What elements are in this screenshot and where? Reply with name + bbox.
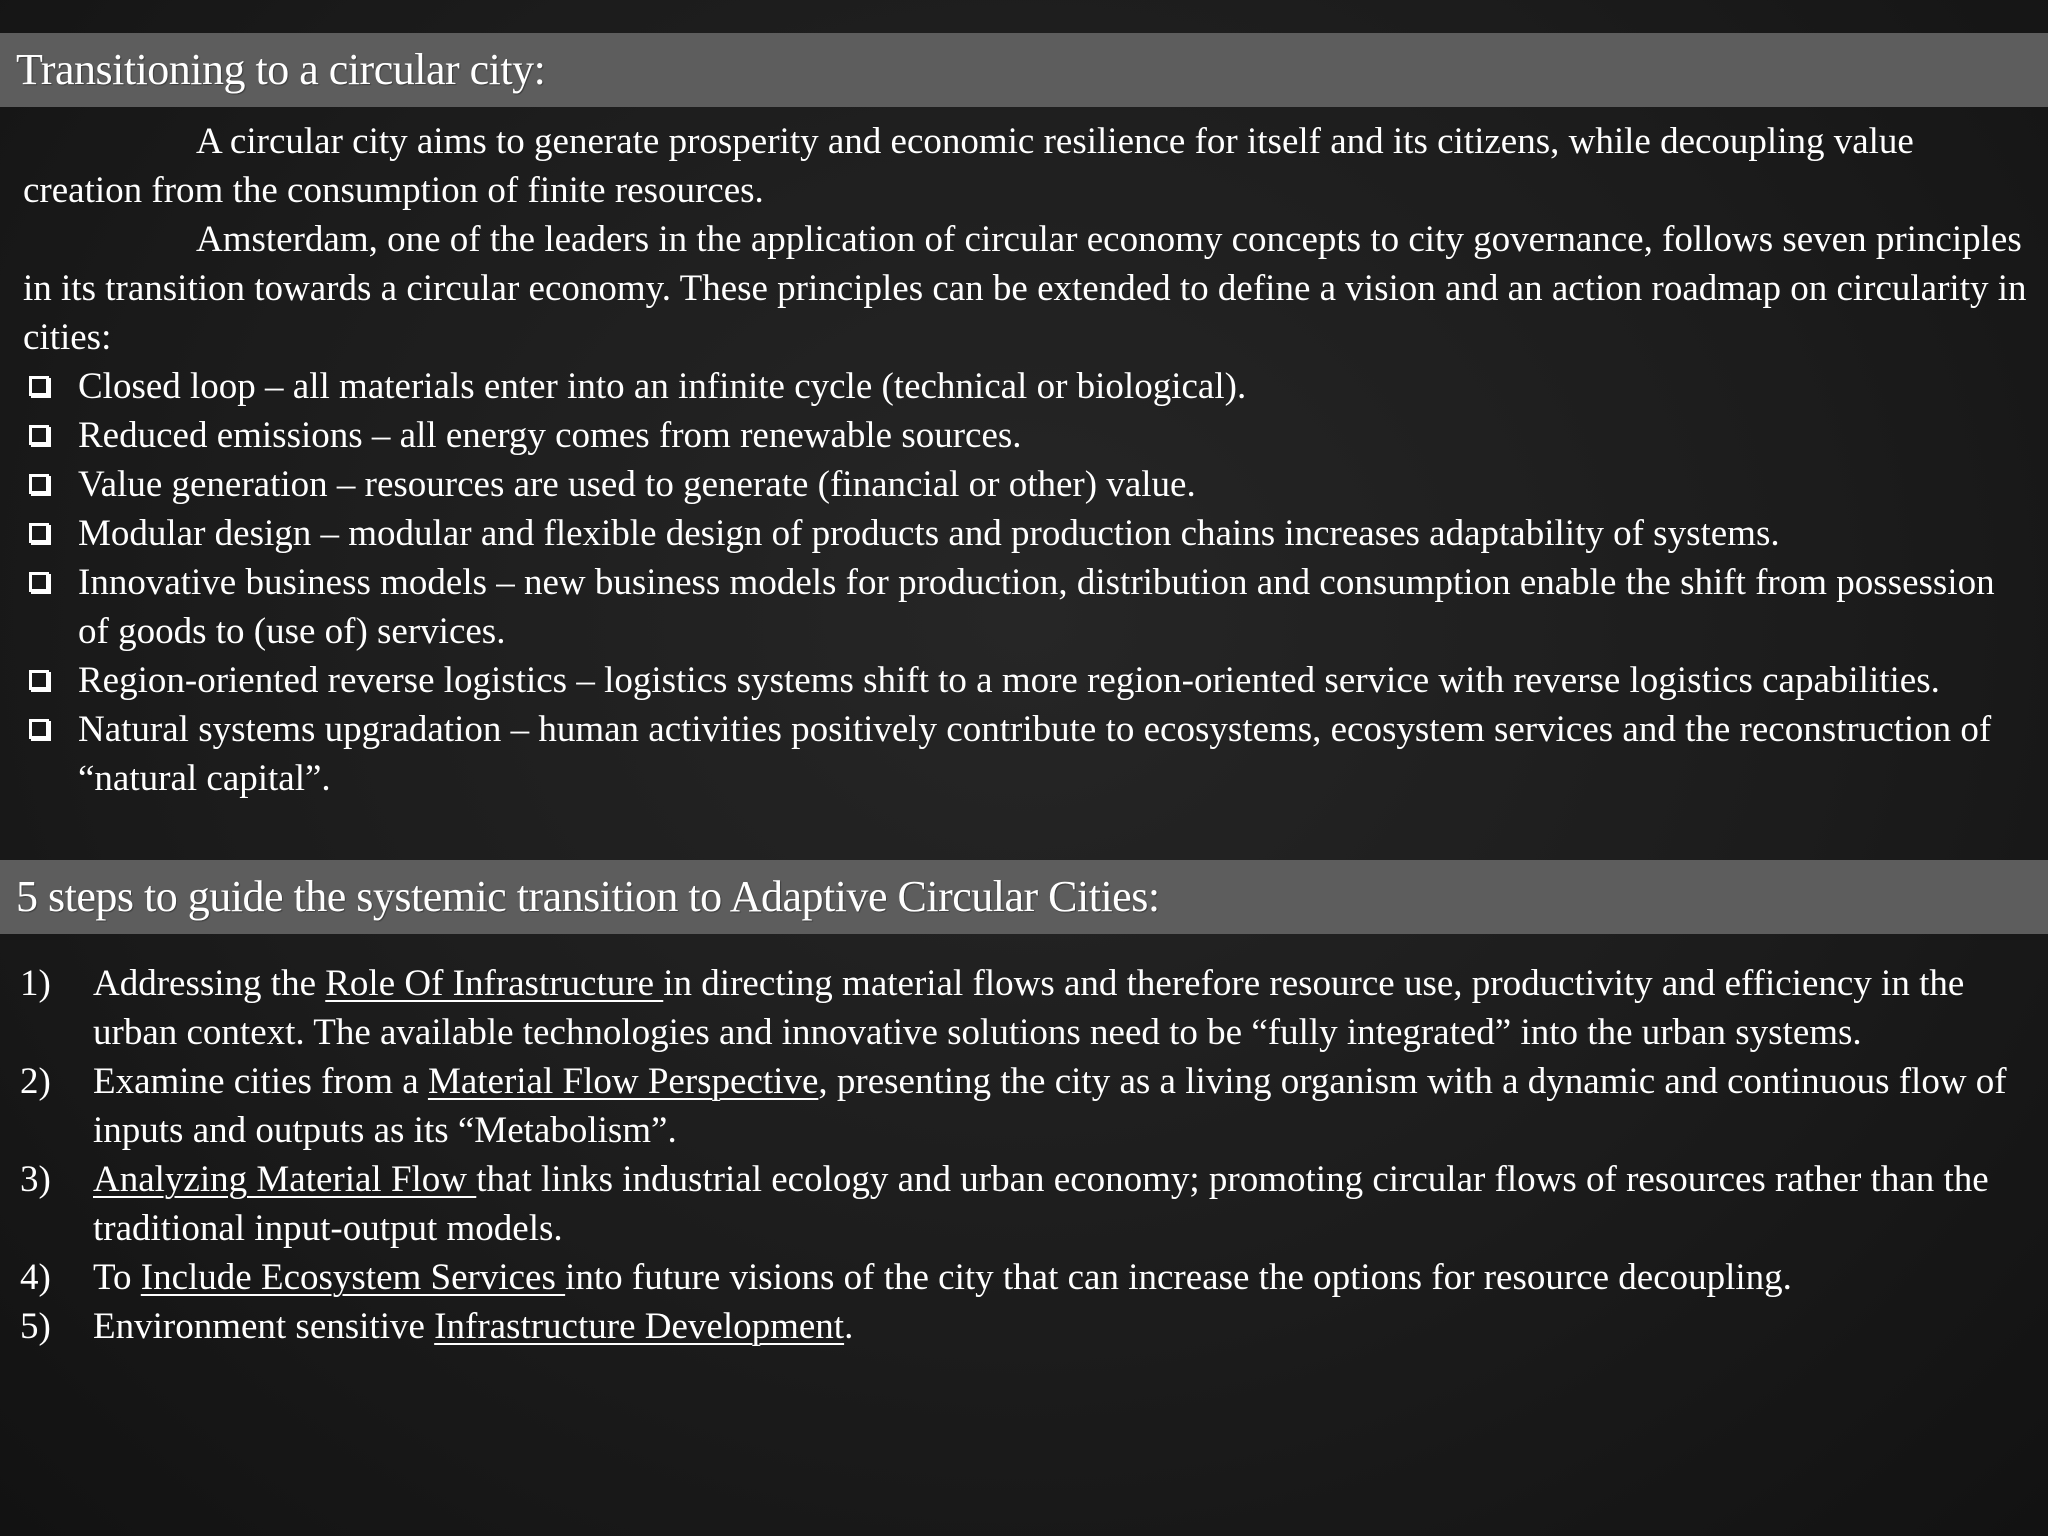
step-underlined-term: Include Ecosystem Services [140, 1257, 566, 1298]
step-text-before: Environment sensitive [93, 1306, 435, 1347]
step-number: 2) [20, 1061, 51, 1102]
section-title-circular-city: Transitioning to a circular city: [0, 33, 2048, 107]
step-item [0, 1057, 2048, 1155]
step-number: 3) [20, 1159, 51, 1200]
step-underlined-term: Role Of Infrastructure [325, 963, 664, 1004]
step-number: 1) [20, 963, 51, 1004]
paragraph-amsterdam-principles: Amsterdam, one of the leaders in the application of circular economy concepts to city governance, follows seven principles in its transition towards a circular economy. These principles can be extended to define a vision and an action roadmap on circularity in cities: [23, 219, 2027, 358]
step-number: 5) [20, 1306, 51, 1347]
checkbox-icon [29, 474, 49, 494]
checkbox-icon [29, 719, 49, 739]
step-text-after: . [844, 1306, 854, 1347]
step-text-before: To [93, 1257, 141, 1298]
step-underlined-term: Material Flow Perspective [427, 1061, 819, 1102]
step-text-before: Examine cities from a [93, 1061, 428, 1102]
checkbox-icon [29, 523, 49, 543]
section-title-five-steps: 5 steps to guide the systemic transition to Adaptive Circular Cities: [0, 860, 2048, 934]
list-item-text: Natural systems upgradation – human activities positively contribute to ecosystems, ecosystem services and the reconstruction of “natural capital”. [78, 709, 1992, 799]
step-text-after: that links industrial ecology and urban economy; promoting circular flows of resources rather than the traditional input-output models. [93, 1159, 1989, 1249]
list-item [0, 509, 2048, 558]
step-number: 4) [20, 1257, 51, 1298]
step-text-after: in directing material flows and therefore resource use, productivity and efficiency in the urban context. The available technologies and innovative solutions need to be “fully integrated” into the urban systems. [93, 963, 1965, 1053]
step-item [0, 1302, 2048, 1351]
list-item [0, 705, 2048, 803]
list-item-text: Reduced emissions – all energy comes from renewable sources. [78, 415, 1022, 456]
step-underlined-term: Analyzing Material Flow [93, 1159, 477, 1200]
checkbox-icon [29, 572, 49, 592]
checkbox-icon [29, 376, 49, 396]
paragraph-circular-city-aim: A circular city aims to generate prosperity and economic resilience for itself and its citizens, while decoupling value creation from the consumption of finite resources. [23, 121, 1914, 211]
step-item [0, 959, 2048, 1057]
list-item [0, 411, 2048, 460]
checkbox-icon [29, 425, 49, 445]
checkbox-icon [29, 670, 49, 690]
step-text-after: into future visions of the city that can increase the options for resource decoupling. [565, 1257, 1792, 1298]
intro-block [0, 117, 2048, 803]
list-item [0, 656, 2048, 705]
step-text-before: Addressing the [93, 963, 326, 1004]
step-item [0, 1155, 2048, 1253]
step-underlined-term: Infrastructure Development [434, 1306, 845, 1347]
step-text-after: , presenting the city as a living organism with a dynamic and continuous flow of inputs and outputs as its “Metabolism”. [93, 1061, 2007, 1151]
list-item [0, 460, 2048, 509]
list-item-text: Region-oriented reverse logistics – logistics systems shift to a more region-oriented service with reverse logistics capabilities. [78, 660, 1940, 701]
list-item-text: Innovative business models – new business models for production, distribution and consumption enable the shift from possession of goods to (use of) services. [78, 562, 1995, 652]
steps-list [0, 959, 2048, 1351]
list-item [0, 362, 2048, 411]
list-item [0, 558, 2048, 656]
list-item-text: Modular design – modular and flexible design of products and production chains increases adaptability of systems. [78, 513, 1780, 554]
list-item-text: Value generation – resources are used to generate (financial or other) value. [78, 464, 1196, 505]
step-item [0, 1253, 2048, 1302]
principles-list [0, 362, 2048, 803]
list-item-text: Closed loop – all materials enter into an infinite cycle (technical or biological). [78, 366, 1247, 407]
